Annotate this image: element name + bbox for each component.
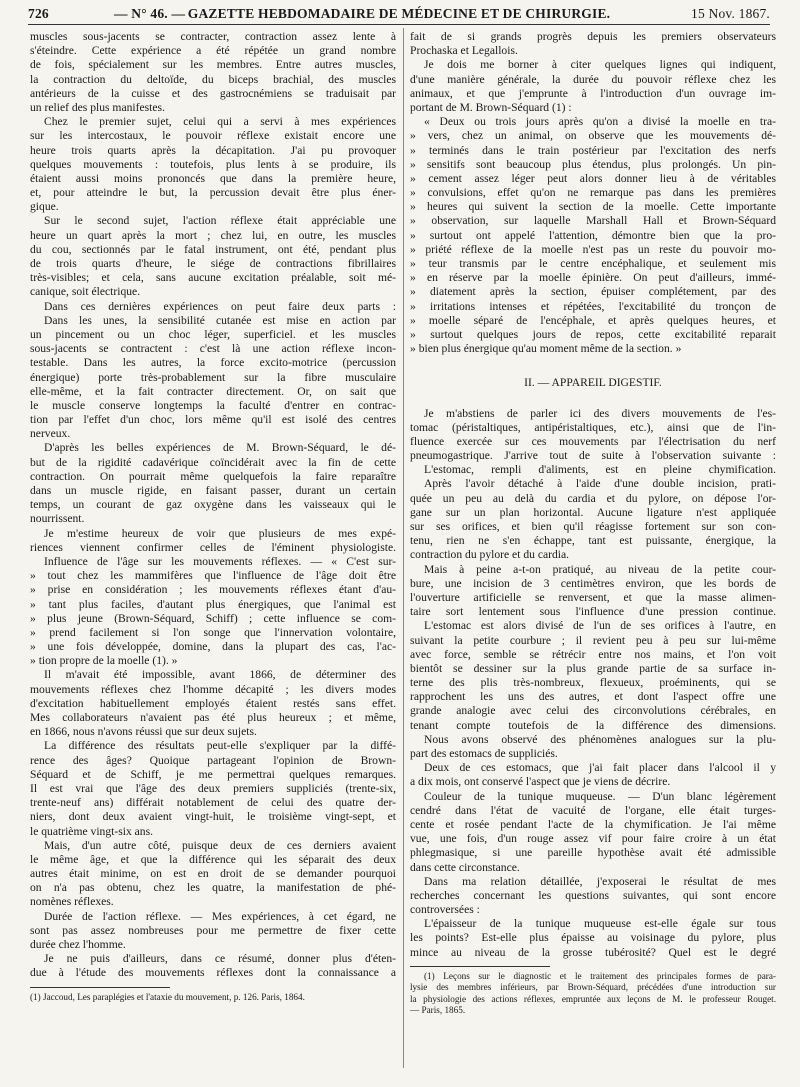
text-line: muscles sous-jacents se contracter, contraction assez lente à: [30, 30, 396, 43]
text-line: L'estomac, rempli d'aliments, est en pleine chymification.: [424, 463, 776, 477]
text-line: très-visibles; et cela, sans aucune excitation préalable, soit mé-: [30, 271, 396, 285]
footnote-line: (1) Jaccoud, Les paraplégies et l'ataxie du mouvement, p. 126. Paris, 1864.: [30, 991, 305, 1002]
text-line: Dans ma relation détaillée, j'exposerai le résultat de mes: [424, 874, 776, 888]
text-line: on n'a pas obtenu, chez les quatre, la manifestation de phé-: [30, 881, 396, 895]
text-line: controversées :: [410, 903, 480, 917]
section-title: II. — APPAREIL DIGESTIF.: [524, 376, 662, 390]
text-line: » observation, sur laquelle Marshall Hall et Brown-Séquard: [410, 214, 776, 228]
text-line: Mais, d'un autre côté, puisque deux de ces derniers avaient: [44, 838, 396, 852]
text-line: L'épaisseur de la tunique muqueuse est-elle égale sur tous: [424, 917, 776, 931]
text-line: sur les intercostaux, le pouvoir réflexe existait encore une: [30, 129, 396, 143]
text-line: tenant compte toutefois de la différence des dimensions.: [410, 718, 776, 732]
text-line: cente et rosée pendant l'acte de la chymification. Je l'ai même: [410, 817, 776, 831]
text-line: a dix mois, ont conservé l'aspect que je viens de décrire.: [410, 775, 671, 789]
text-line: s'éteindre. Cette expérience a été répétée un grand nombre: [30, 44, 396, 58]
text-line: et, pour atteindre le but, la percussion devait être plus éner-: [30, 186, 396, 200]
issue-number: — N° 46. —: [114, 6, 186, 21]
text-line: lysie des membres inférieurs, par Brown-Séquard, précédées d'une introduction sur: [410, 982, 776, 993]
text-line: tion par l'effet d'un choc, lors même qu'il est isolé des centres: [30, 413, 396, 427]
text-line: trente-neuf ans) différait notablement de celui des quatre der-: [30, 796, 396, 810]
text-line: » prise en considération ; les mouvements réflexes étant d'au-: [30, 583, 396, 597]
text-line: Je m'abstiens de parler ici des divers mouvements de l'es-: [424, 406, 776, 420]
text-line: « Deux ou trois jours après qu'on a divisé la moelle en tra-: [424, 115, 776, 129]
text-line: Dans ces dernières expériences on peut faire deux parts :: [44, 299, 396, 313]
left-column-text: [30, 30, 396, 981]
text-line: mince au niveau de la grosse tubérosité? Quel est le degré: [410, 945, 776, 959]
text-line: » surtout quelques jours de repos, cette excitabilité reparait: [410, 327, 776, 341]
text-line: recherches concernant les questions suivantes, qui sont encore: [410, 888, 776, 902]
text-line: taire sort lentement sous l'influence d'une pression continue.: [410, 605, 776, 619]
text-line: le quatrième vingt-six ans.: [30, 824, 153, 838]
text-line: vue, une fois, d'un rouge assez vif pour faire croire à un état: [410, 832, 776, 846]
text-line: Séquard et de Schiff, je me permettrai quelques remarques.: [30, 767, 396, 781]
text-line: temps, un courant de gaz oxygène dans les vaisseaux qui le: [30, 498, 396, 512]
text-line: quelques mouvements : toutefois, plus lents à se produire, ils: [30, 157, 396, 171]
text-line: La différence des résultats peut-elle s'expliquer par la diffé-: [44, 739, 396, 753]
text-line: Chez le premier sujet, celui qui a servi à mes expériences: [44, 115, 396, 129]
text-line: » bien plus énergique qu'au moment même de la section. »: [410, 342, 682, 356]
text-line: » tant plus faciles, d'autant plus énergiques, que l'animal est: [30, 597, 396, 611]
text-line: contraction. On pourrait même quelquefois la faire reparaître: [30, 469, 396, 483]
text-line: la physiologie des actions réflexes, empruntée aux leçons de M. le professeur Rouget.: [410, 993, 776, 1004]
text-line: gique.: [30, 200, 59, 214]
text-line: » irritations intenses et répétées, l'excitabilité du tronçon de: [410, 299, 776, 313]
page-number: 726: [28, 6, 49, 21]
text-line: de fois, spécialement sur les membres. Entre autres muscles,: [30, 58, 396, 72]
text-line: animaux, et que j'emprunte à l'introduction d'un ouvrage im-: [410, 86, 776, 100]
text-line: niers, dont deux avaient vingt-huit, le troisième vingt-sept, et: [30, 810, 396, 824]
text-line: but de la rigidité cadavérique coïncidérait avec la fin de cette: [30, 455, 396, 469]
text-line: étaient aussi moins prononcés que dans la première heure,: [30, 171, 396, 185]
text-line: testable. Dans les autres, la force excito-motrice (percussion: [30, 356, 396, 370]
section-gap-after: [410, 391, 776, 407]
text-line: » cement assez léger peut alors donner lieu à de véritables: [410, 171, 776, 185]
text-line: énergique) porte très-probablement sur la fibre musculaire: [30, 370, 396, 384]
text-line: Après l'avoir détaché à l'aide d'une double incision, prati-: [424, 477, 776, 491]
text-line: » en réserve par la moelle épinière. On peut d'ailleurs, immé-: [410, 271, 776, 285]
text-line: » convulsions, effet qu'on ne remarque pas dans les premières: [410, 186, 776, 200]
text-line: riences viennent confirmer celles de l'éminent physiologiste.: [30, 540, 396, 554]
right-column: [410, 30, 776, 1080]
journal-title: GAZETTE HEBDOMADAIRE DE MÉDECINE ET DE CHIRURGIE.: [187, 6, 611, 21]
text-line: » vers, chez un animal, on observe que les mouvements dé-: [410, 129, 776, 143]
text-line: D'après les belles expériences de M. Brown-Séquard, le dé-: [44, 441, 396, 455]
text-line: Prochaska et Legallois.: [410, 44, 518, 58]
left-footnote: [30, 992, 396, 1003]
column-divider: [403, 28, 404, 1068]
text-line: grande analogie avec celui des circonvolutions cérébrales, en: [410, 704, 776, 718]
text-line: Je ne puis d'ailleurs, dans ce résumé, donner plus d'éten-: [44, 952, 396, 966]
text-line: sur ses orifices, et bien qu'il réagisse fortement sur son con-: [410, 520, 776, 533]
text-line: la contraction du deltoïde, du biceps brachial, des muscles: [30, 72, 396, 86]
text-line: Il est vrai que l'âge des deux premiers suppliciés (trente-six,: [30, 781, 396, 795]
text-line: d'excitation habituellement employés étaient restés sans effet.: [30, 696, 396, 710]
text-line: terne des plis très-nombreux, flexueux, proéminents, qui se: [410, 676, 776, 690]
text-line: Nous avons observé des phénomènes analogues sur la plu-: [424, 732, 776, 746]
text-line: les points? Est-elle plus épaisse au voisinage du pylore, plus: [410, 931, 776, 945]
text-line: phlegmasique, si une pareille hypothèse avait été admissible: [410, 846, 776, 860]
text-line: Deux de ces estomacs, que j'ai fait placer dans l'alcool il y: [424, 761, 776, 775]
text-line: fluence exercée sur ces mouvements par l'électrisation du nerf: [410, 434, 776, 448]
text-line: nomènes réflexes.: [30, 895, 114, 909]
text-line: antérieurs de la cuisse et des gastrocnémiens se traduisait par: [30, 86, 396, 100]
text-line: pneumogastrique. J'arrive tout de suite à l'observation suivante :: [410, 449, 776, 463]
text-line: part des estomacs de suppliciés.: [410, 747, 558, 760]
text-line: de trois quarts d'heure, le siége de contractions fibrillaires: [30, 257, 396, 270]
text-line: canique, soit électrique.: [30, 285, 141, 299]
text-line: » une fois développée, domine, dans la plupart des cas, l'ac-: [30, 640, 396, 654]
text-line: Je dois me borner à citer quelques lignes qui indiquent,: [424, 58, 776, 72]
right-column-text-bottom: [410, 407, 776, 960]
text-line: l'ouverture artificielle se renversent, et que la masse alimen-: [410, 590, 776, 604]
text-line: autres était minime, on est en droit de se demander pourquoi: [30, 867, 396, 881]
text-line: Il m'avait été impossible, avant 1866, de déterminer des: [44, 668, 396, 682]
text-line: Durée de l'action réflexe. — Mes expériences, à cet égard, ne: [44, 909, 396, 923]
text-line: Mais à peine a-t-on pratiqué, au niveau de la petite cour-: [424, 562, 776, 576]
issue-date: 15 Nov. 1867.: [691, 6, 770, 21]
text-line: Mes collaborateurs n'avaient pas été plus heureux ; et même,: [30, 711, 396, 724]
text-line: nerveux.: [30, 427, 71, 441]
text-line: » plus jeune (Brown-Séquard, Schiff) ; cette influence se com-: [30, 611, 396, 625]
text-line: gane sur un plan horizontal. Aucune ligature n'est appliquée: [410, 505, 776, 519]
text-line: tenu, rien ne s'en échappe, tant est puissante, énergique, la: [410, 534, 776, 548]
text-line: sous-jacents se contractent : c'est là une action réflexe incon-: [30, 342, 396, 356]
text-line: fait de si grands progrès depuis les premiers observateurs: [410, 30, 776, 43]
text-line: portant de M. Brown-Séquard (1) :: [410, 100, 572, 114]
text-line: rence des âges? Quoique partageant l'opinion de Brown-: [30, 753, 396, 767]
text-line: durée chez l'homme.: [30, 938, 126, 951]
text-line: Couleur de la tunique muqueuse. — D'un blanc légèrement: [424, 789, 776, 803]
text-line: suivant la petite courbure ; il revient peu à peu sur lui-même: [410, 633, 776, 647]
text-line: » priété réflexe de la moelle n'est pas un reste du pouvoir mo-: [410, 242, 776, 256]
text-line: elle-même, et la fait contracter directement. Or, on sait que: [30, 384, 396, 398]
text-line: — Paris, 1865.: [410, 1004, 466, 1015]
text-line: d'une manière générale, la durée du pouvoir réflexe chez les: [410, 72, 776, 86]
text-line: » heures qui suivent la section de la moelle. Cette importante: [410, 200, 776, 214]
text-line: quée un peu au delà du cardia et du pylore, on dépose l'or-: [410, 491, 776, 505]
left-column: [30, 30, 396, 1050]
text-line: cendré dans l'état de vacuité de l'organe, elle était turges-: [410, 803, 776, 817]
text-line: du cou, sectionnés par le fatal instrument, ont été, pendant plus: [30, 242, 396, 256]
text-line: » diatement après la section, épuiser complétement, par des: [410, 285, 776, 299]
text-line: » teur transmis par le centre encéphalique, et seulement mis: [410, 257, 776, 270]
text-line: mouvements réflexes chez l'homme décapité ; les divers modes: [30, 682, 396, 696]
text-line: heure trois quarts après la décapitation. J'ai pu provoquer: [30, 143, 396, 157]
section-gap: [410, 356, 776, 376]
text-line: » tout chez les mammifères que l'influence de l'âge doit être: [30, 569, 396, 583]
text-line: bientôt se dessiner sur la plus grande partie de sa surface in-: [410, 661, 776, 675]
text-line: nourrissent.: [30, 512, 85, 526]
text-line: avec force, semble se rétrécir entre nos mains, et l'on voit: [410, 647, 776, 661]
text-line: sont pas assez nombreuses pour me permettre de fixer cette: [30, 923, 396, 937]
text-line: dans cette circonstance.: [410, 860, 520, 874]
text-line: » tion propre de la moelle (1). »: [30, 654, 178, 668]
header-rule: [28, 24, 770, 25]
text-line: » terminés dans le train postérieur par l'excitation des nerfs: [410, 143, 776, 157]
text-line: » surtout ont appelé l'attention, démontre bien que la pro-: [410, 228, 776, 242]
text-line: heure un quart après la mort ; chez lui, en outre, les muscles: [30, 228, 396, 242]
text-line: contraction du pylore et du cardia.: [410, 548, 570, 562]
text-line: en 1866, nous n'avons réussi que sur deux sujets.: [30, 725, 257, 739]
text-line: Je m'estime heureux de voir que plusieurs de mes expé-: [44, 526, 396, 540]
text-line: » moelle séparé de l'encéphale, et après quelques heures, et: [410, 313, 776, 327]
text-line: L'estomac est alors divisé de l'un de ses orifices à l'autre, en: [424, 619, 776, 633]
text-line: Dans les unes, la sensibilité cutanée est mise en action par: [44, 313, 396, 327]
text-line: Sur le second sujet, l'action réflexe était appréciable une: [44, 214, 396, 228]
text-line: » prend facilement si l'on songe que l'innervation volontaire,: [30, 625, 396, 639]
text-line: rapprochent les uns des autres, et dont l'aspect offre une: [410, 690, 776, 704]
text-line: due à l'étude des mouvements réflexes dont la connaissance a: [30, 966, 396, 980]
text-line: » sensitifs sont beaucoup plus étendus, plus prolongés. Un pin-: [410, 157, 776, 171]
text-line: bure, une incision de 3 centimètres environ, que les bords de: [410, 576, 776, 590]
right-footnote-rule: [410, 966, 550, 967]
text-line: tomac (péristaltiques, antipéristaltiques, etc.), ainsi que de l'in-: [410, 420, 776, 434]
text-line: (1) Leçons sur le diagnostic et le traitement des principales formes de para-: [424, 970, 776, 981]
right-column-text-top: [410, 30, 776, 356]
text-line: Influence de l'âge sur les mouvements réflexes. — « C'est sur-: [44, 554, 396, 568]
text-line: le muscle conserve longtemps la faculté d'entrer en contrac-: [30, 398, 396, 412]
right-footnote: [410, 971, 776, 1017]
text-line: un pincement ou un choc léger, superficiel. et les muscles: [30, 327, 396, 341]
left-footnote-rule: [30, 987, 170, 988]
text-line: un relief des plus manifestes.: [30, 100, 165, 114]
text-line: dans un muscle rigide, en faisant passer, durant un certain: [30, 484, 396, 497]
text-line: le même âge, et que la différence qui les séparait des deux: [30, 852, 396, 866]
